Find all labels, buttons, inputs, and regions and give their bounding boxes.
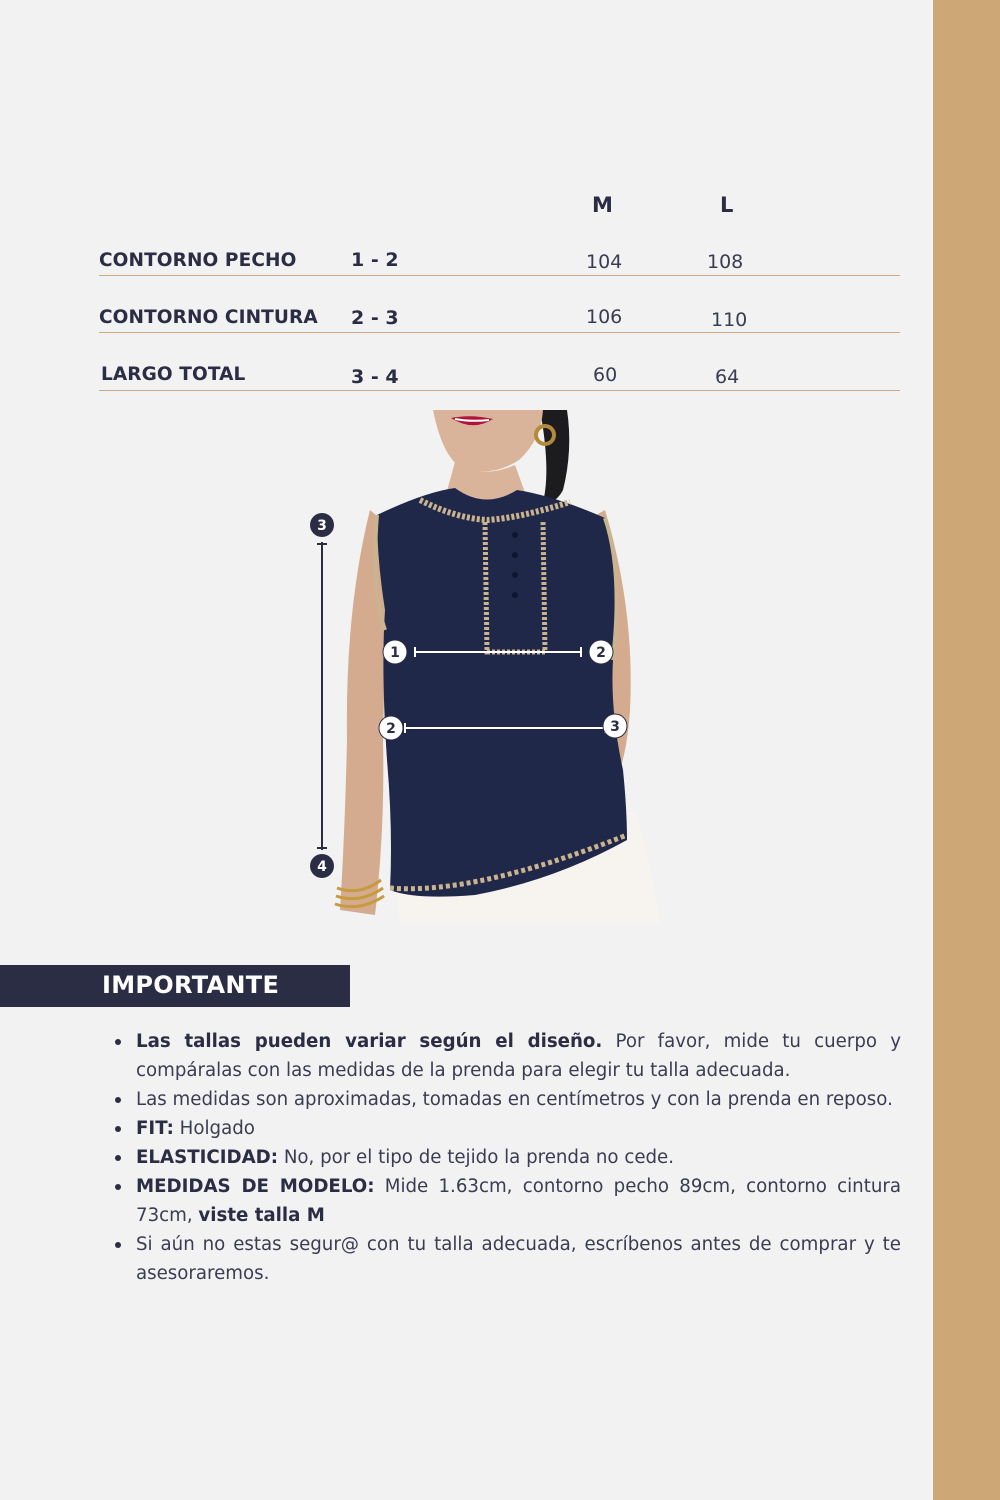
note-bold: ELASTICIDAD: [136, 1147, 279, 1168]
row-range: 2 - 3 [351, 307, 399, 329]
garment-illustration [305, 410, 665, 923]
note-text: Por favor, mide tu cuerpo y compáralas con las medidas de la prenda para elegir tu talla adecuada. [136, 1031, 901, 1081]
importante-header [0, 965, 350, 1007]
row-divider [99, 275, 900, 276]
row-range: 1 - 2 [351, 249, 399, 271]
row-value-l: 64 [715, 366, 740, 388]
row-label: CONTORNO CINTURA [99, 307, 318, 328]
row-value-m: 106 [586, 306, 623, 328]
table-row [99, 293, 900, 333]
row-value-l: 108 [707, 251, 744, 273]
marker-label: 2 [596, 645, 606, 661]
row-value-m: 104 [586, 251, 623, 273]
size-header-l: L [720, 193, 734, 217]
note-bold: MEDIDAS DE MODELO: [136, 1176, 375, 1197]
marker-label: 3 [610, 719, 620, 735]
marker-label: 3 [317, 518, 327, 534]
list-item [112, 1027, 901, 1085]
importante-title: IMPORTANTE [102, 971, 280, 999]
note-text: Holgado [173, 1118, 255, 1139]
notes-list [112, 1027, 901, 1288]
row-divider [99, 332, 900, 333]
list-item [112, 1172, 901, 1230]
note-text: No, por el tipo de tejido la prenda no cede. [278, 1147, 675, 1168]
marker-1-chest-left [383, 640, 407, 664]
side-color-band [933, 0, 1000, 1500]
marker-3-top [310, 513, 334, 537]
marker-4-bottom [310, 854, 334, 878]
row-label: LARGO TOTAL [101, 364, 246, 385]
note-text: Mide 1.63cm, contorno pecho 89cm, contorno cintura 73cm, [136, 1176, 901, 1226]
row-range: 3 - 4 [351, 366, 399, 388]
list-item [112, 1114, 901, 1143]
note-text: Las medidas son aproximadas, tomadas en centímetros y con la prenda en reposo. [136, 1089, 893, 1110]
marker-label: 2 [386, 721, 396, 737]
list-item [112, 1230, 901, 1288]
marker-2-chest-right [589, 640, 613, 664]
table-row [99, 236, 900, 276]
list-item [112, 1143, 901, 1172]
garment-photo [305, 410, 665, 923]
list-item [112, 1085, 901, 1114]
row-value-l: 110 [711, 309, 748, 331]
note-bold: FIT: [136, 1118, 174, 1139]
marker-label: 1 [390, 645, 400, 661]
marker-2-waist-left [379, 716, 403, 740]
table-row [99, 351, 900, 391]
note-text: Si aún no estas segur@ con tu talla adecuada, escríbenos antes de comprar y te asesoraremos. [136, 1234, 901, 1284]
marker-3-waist-right [603, 714, 627, 738]
note-bold: viste talla M [198, 1205, 325, 1226]
size-header-m: M [592, 193, 613, 217]
row-divider [99, 390, 900, 391]
row-value-m: 60 [593, 364, 618, 386]
note-bold: Las tallas pueden variar según el diseño. [136, 1031, 603, 1052]
marker-label: 4 [317, 859, 327, 875]
row-label: CONTORNO PECHO [99, 250, 297, 271]
